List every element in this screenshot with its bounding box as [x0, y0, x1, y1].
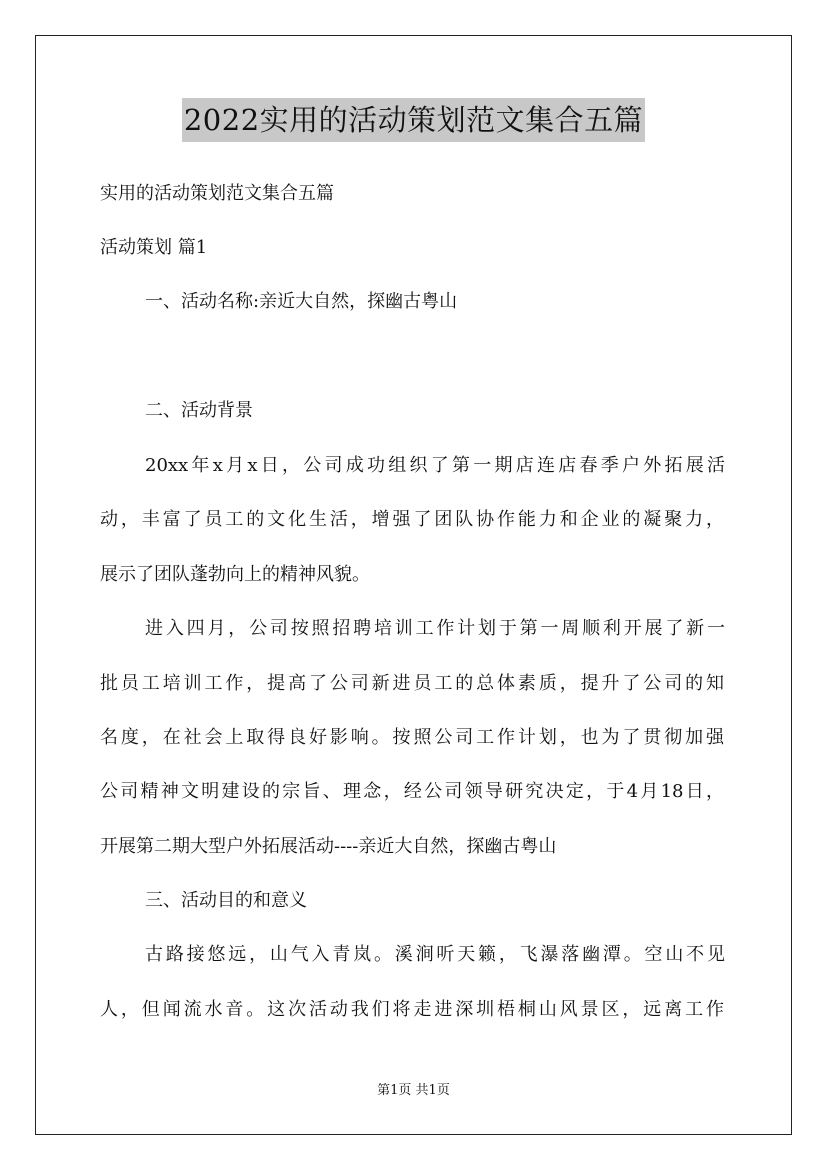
- section-heading: 活动策划 篇1: [100, 237, 208, 258]
- paragraph-line: 古路接悠远，山气入青岚。溪涧听天籁，飞瀑落幽潭。空山不见: [145, 944, 725, 965]
- paragraph-line: 名度，在社会上取得良好影响。按照公司工作计划，也为了贯彻加强: [100, 727, 724, 748]
- document-subtitle: 实用的活动策划范文集合五篇: [100, 183, 334, 204]
- page-footer: 第1页 共1页: [377, 1083, 450, 1098]
- paragraph-line: 动，丰富了员工的文化生活，增强了团队协作能力和企业的凝聚力，: [100, 509, 724, 530]
- paragraph-line: 开展第二期大型户外拓展活动----亲近大自然，探幽古粤山: [100, 836, 557, 857]
- paragraph-line: 公司精神文明建设的宗旨、理念，经公司领导研究决定，于4月18日，: [100, 781, 724, 802]
- document-title-container: [0, 98, 827, 142]
- heading-activity-name: 一、活动名称:亲近大自然，探幽古粤山: [145, 291, 458, 312]
- heading-background: 二、活动背景: [145, 400, 253, 421]
- paragraph-line: 展示了团队蓬勃向上的精神风貌。: [100, 564, 370, 585]
- paragraph-line: 20xx年x月x日，公司成功组织了第一期店连店春季户外拓展活: [145, 455, 725, 476]
- paragraph-line: 进入四月，公司按照招聘培训工作计划于第一周顺利开展了新一: [145, 618, 725, 639]
- paragraph-line: 人，但闻流水音。这次活动我们将走进深圳梧桐山风景区，远离工作: [100, 999, 724, 1020]
- paragraph-line: 批员工培训工作，提高了公司新进员工的总体素质，提升了公司的知: [100, 673, 724, 694]
- document-title: 2022实用的活动策划范文集合五篇: [182, 98, 645, 142]
- heading-purpose: 三、活动目的和意义: [145, 890, 307, 911]
